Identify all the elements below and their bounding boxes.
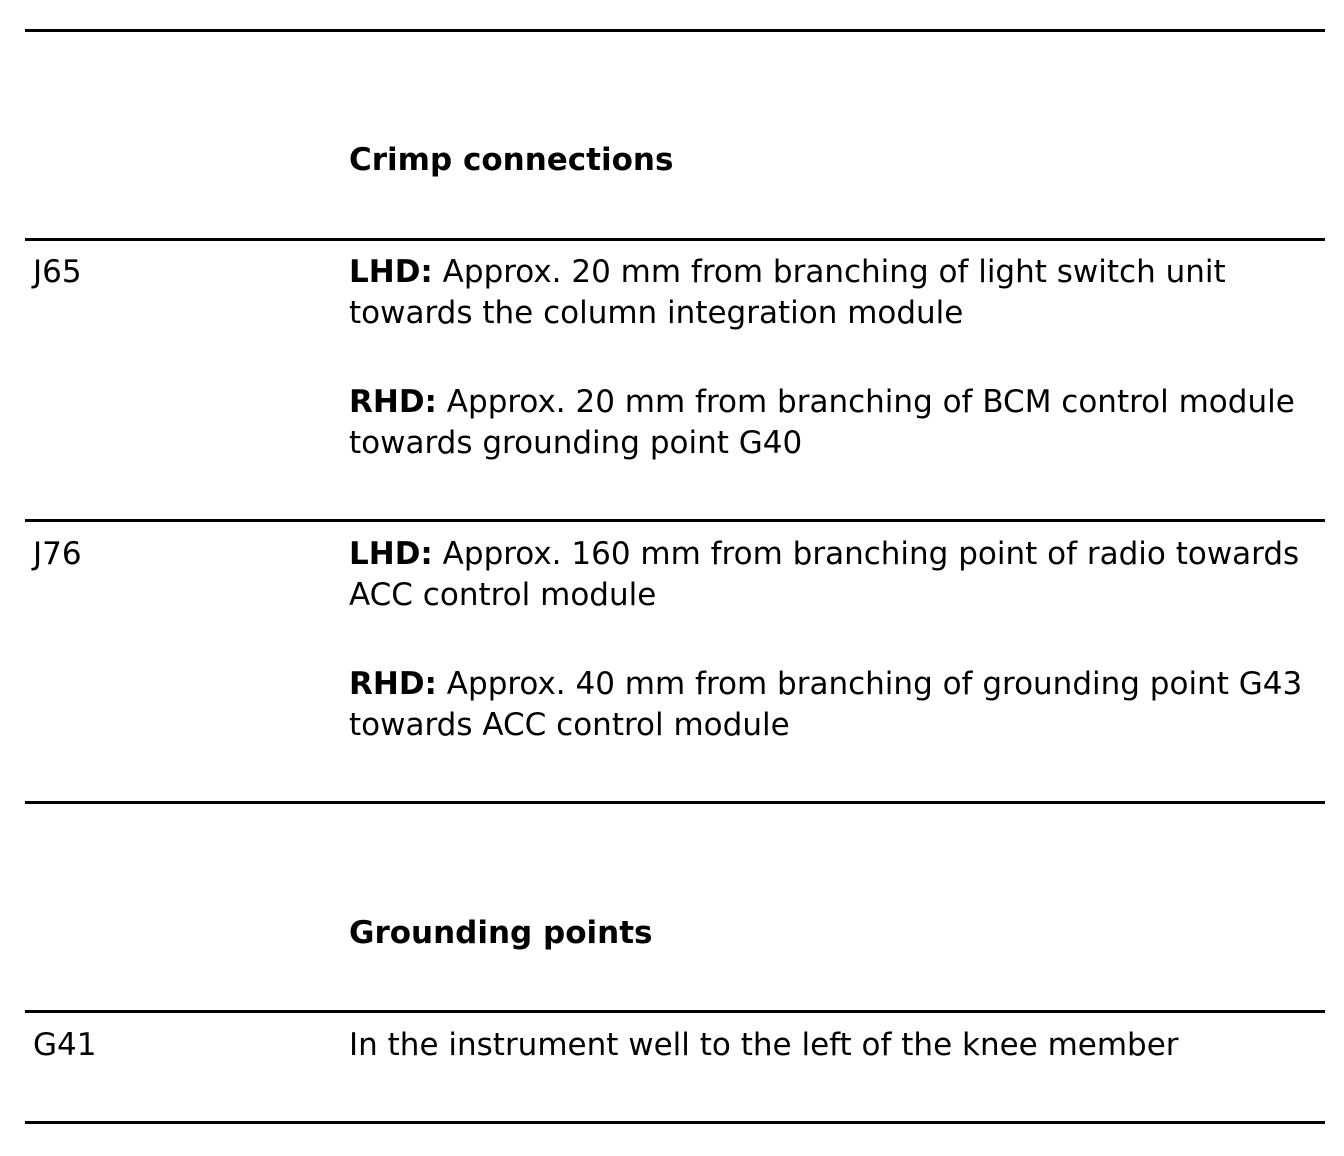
rhd-text: Approx. 40 mm from branching of grounding point G43 towards ACC control module xyxy=(349,666,1303,743)
lhd-label: LHD: xyxy=(349,254,433,290)
row-code-g41: G41 xyxy=(33,1027,97,1063)
row-code-j65: J65 xyxy=(33,254,82,290)
grounding-header-rule xyxy=(25,1010,1325,1013)
rhd-label: RHD: xyxy=(349,384,437,420)
row-divider xyxy=(25,519,1325,522)
lhd-text: Approx. 160 mm from branching point of radio towards ACC control module xyxy=(349,536,1300,613)
lhd-text: Approx. 20 mm from branching of light switch unit towards the column integration module xyxy=(349,254,1226,331)
j76-lhd-description xyxy=(349,534,1324,616)
g41-description: In the instrument well to the left of the knee member xyxy=(349,1027,1179,1063)
rhd-label: RHD: xyxy=(349,666,437,702)
j65-lhd-description xyxy=(349,252,1324,334)
j76-rhd-description xyxy=(349,664,1324,746)
crimp-header-rule xyxy=(25,238,1325,241)
j65-rhd-description xyxy=(349,382,1324,464)
lhd-label: LHD: xyxy=(349,536,433,572)
top-rule xyxy=(25,29,1325,32)
grounding-points-heading: Grounding points xyxy=(349,915,653,951)
crimp-connections-heading: Crimp connections xyxy=(349,142,674,178)
row-divider xyxy=(25,801,1325,804)
row-code-j76: J76 xyxy=(33,536,82,572)
rhd-text: Approx. 20 mm from branching of BCM control module towards grounding point G40 xyxy=(349,384,1295,461)
bottom-rule xyxy=(25,1121,1325,1124)
